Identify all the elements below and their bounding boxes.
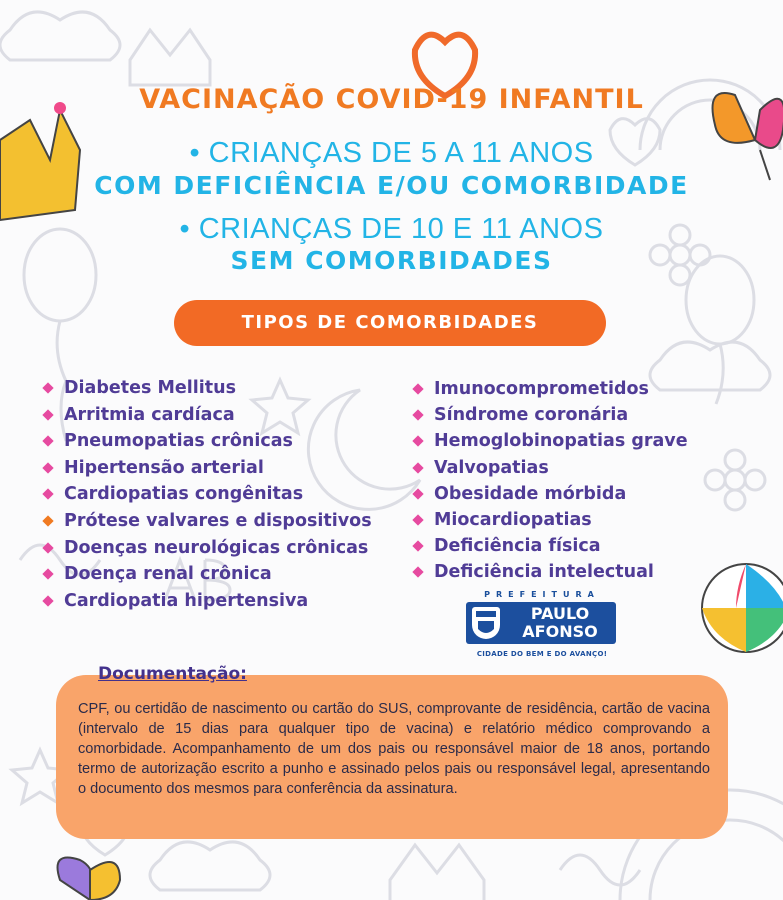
list-item: [44, 561, 372, 588]
logo-name-line1: PAULO: [530, 604, 590, 623]
diamond-bullet-icon: [412, 383, 423, 394]
list-item: [414, 559, 688, 585]
list-item-label: Diabetes Mellitus: [64, 378, 236, 398]
diamond-bullet-icon: [42, 595, 53, 606]
page-title: VACINAÇÃO COVID-19 INFANTIL: [139, 84, 644, 115]
list-item-label: Deficiência física: [434, 536, 601, 557]
list-item: [414, 455, 688, 481]
diamond-bullet-icon: [42, 515, 53, 526]
list-item: [414, 481, 688, 507]
diamond-bullet-icon: [42, 409, 53, 420]
list-item-label: Deficiência intelectual: [434, 562, 654, 583]
diamond-bullet-icon: [42, 489, 53, 500]
list-item-label: Hemoglobinopatias grave: [434, 431, 688, 452]
list-item-label: Síndrome coronária: [434, 405, 629, 426]
list-item: [44, 481, 372, 508]
diamond-bullet-icon: [42, 382, 53, 393]
list-item-label: Pneumopatias crônicas: [64, 431, 293, 452]
list-item-label: Doença renal crônica: [64, 564, 272, 585]
comorbidity-section-label: TIPOS DE COMORBIDADES: [174, 300, 606, 346]
diamond-bullet-icon: [412, 410, 423, 421]
list-item-label: Cardiopatia hipertensiva: [64, 590, 309, 611]
diamond-bullet-icon: [412, 462, 423, 473]
group1-subheading: COM DEFICIÊNCIA E/OU COMORBIDADE: [94, 171, 689, 200]
list-item-label: Obesidade mórbida: [434, 483, 627, 504]
diamond-bullet-icon: [42, 462, 53, 473]
diamond-bullet-icon: [42, 568, 53, 579]
city-shield-icon: [472, 607, 500, 639]
list-item-label: Hipertensão arterial: [64, 457, 264, 478]
list-item: [44, 455, 372, 482]
documentation-title: Documentação:: [98, 664, 247, 684]
group1-heading: • CRIANÇAS DE 5 A 11 ANOS: [189, 137, 594, 169]
list-item-label: Valvopatias: [434, 457, 549, 478]
list-item: [44, 428, 372, 455]
list-item: [414, 402, 688, 428]
comorbidity-list-right: [414, 376, 688, 586]
group2-heading: • CRIANÇAS DE 10 E 11 ANOS: [179, 213, 604, 245]
logo-prefix: PREFEITURA: [484, 590, 600, 599]
diamond-bullet-icon: [412, 488, 423, 499]
list-item-label: Arritmia cardíaca: [64, 404, 235, 425]
list-item: [414, 533, 688, 559]
logo-tagline: CIDADE DO BEM E DO AVANÇO!: [476, 650, 608, 658]
diamond-bullet-icon: [412, 514, 423, 525]
beach-ball-icon: [702, 564, 783, 652]
list-item-label: Imunocomprometidos: [434, 379, 649, 399]
group2-subheading: SEM COMORBIDADES: [230, 246, 553, 275]
list-item: [44, 535, 372, 562]
documentation-box: [56, 675, 728, 839]
list-item: [44, 588, 372, 615]
list-item: [414, 428, 688, 454]
logo-box: [466, 602, 616, 644]
list-item: [44, 508, 372, 535]
diamond-bullet-icon: [412, 436, 423, 447]
diamond-bullet-icon: [412, 540, 423, 551]
list-item: [44, 375, 372, 402]
list-item-label: Cardiopatias congênitas: [64, 484, 304, 505]
list-item-label: Miocardiopatias: [434, 509, 592, 530]
purple-butterfly-icon: [58, 858, 121, 900]
comorbidity-list-left: [44, 375, 372, 614]
diamond-bullet-icon: [412, 567, 423, 578]
list-item-label: Doenças neurológicas crônicas: [64, 537, 369, 558]
list-item-label: Prótese valvares e dispositivos: [64, 510, 372, 531]
list-item: [414, 376, 688, 402]
prefeitura-logo: [466, 590, 618, 670]
diamond-bullet-icon: [42, 436, 53, 447]
diamond-bullet-icon: [42, 542, 53, 553]
logo-name-line2: AFONSO: [522, 622, 598, 641]
list-item: [44, 402, 372, 429]
list-item: [414, 507, 688, 533]
documentation-text: CPF, ou certidão de nascimento ou cartão do SUS, comprovante de residência, cartão de vacina (intervalo de 15 dias para qualquer tipo de vacina) e relatório médico comprovando a comorbidade. Acompanhamento de um dos pais ou responsável maior de 18 anos, portando termo de autorização escrito a punho e assinado pelos pais ou responsável legal, apresentando o documento dos mesmos para conferência da assinatura.: [78, 701, 710, 797]
